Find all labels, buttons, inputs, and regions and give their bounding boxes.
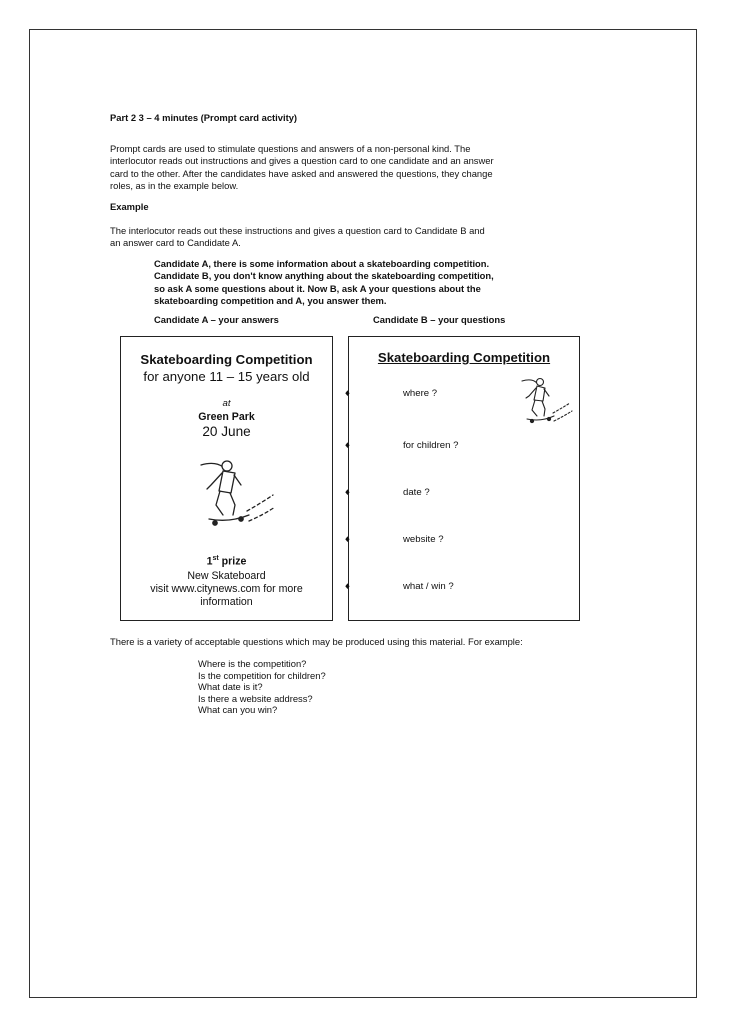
prompt-text: date ? xyxy=(403,487,430,498)
card-a-visit-line2: information xyxy=(200,596,253,608)
example-line: an answer card to Candidate A. xyxy=(110,237,241,249)
example-question: What date is it? xyxy=(198,681,263,693)
prize-number: 1 xyxy=(206,555,213,568)
card-a-subtitle: for anyone 11 – 15 years old xyxy=(143,369,310,384)
card-a-title: Skateboarding Competition xyxy=(140,352,313,367)
diamond-bullet-icon: ♦ xyxy=(345,388,350,399)
example-question: What can you win? xyxy=(198,704,278,716)
instruction-line: skateboarding competition and A, you answer them. xyxy=(154,295,387,307)
prompt-text: what / win ? xyxy=(403,581,454,592)
skateboarder-illustration xyxy=(189,455,279,537)
card-a-place: Green Park xyxy=(198,411,255,423)
answer-card xyxy=(120,336,333,621)
candidate-b-label: Candidate B – your questions xyxy=(373,314,506,325)
card-a-visit-line1: visit www.citynews.com for more xyxy=(150,583,303,595)
question-card xyxy=(348,336,580,621)
skateboarder-illustration-small xyxy=(514,375,574,431)
card-a-date: 20 June xyxy=(202,424,251,439)
diamond-bullet-icon: ♦ xyxy=(345,440,350,451)
prompt-text: where ? xyxy=(403,388,438,399)
example-question: Where is the competition? xyxy=(198,658,307,669)
card-a-prize-item: New Skateboard xyxy=(187,570,266,582)
diamond-bullet-icon: ♦ xyxy=(345,581,350,592)
intro-line: interlocutor reads out instructions and gives a question card to one candidate and an answer xyxy=(110,155,494,167)
interlocutor-instructions xyxy=(154,258,524,308)
prize-suffix: st xyxy=(212,555,219,562)
prize-word: prize xyxy=(218,555,247,568)
example-paragraph xyxy=(110,225,520,250)
example-line: The interlocutor reads out these instructions and gives a question card to Candidate B and xyxy=(110,225,485,236)
instruction-line: so ask A some questions about it. Now B, ask A your questions about the xyxy=(154,282,481,294)
intro-paragraph xyxy=(110,143,520,193)
instruction-line: Candidate B, you don't know anything about the skateboarding competition, xyxy=(154,270,494,282)
intro-line: card to the other. After the candidates have asked and answered the questions, they change xyxy=(110,167,493,179)
card-a-at: at xyxy=(222,398,231,409)
example-heading: Example xyxy=(110,201,149,212)
card-a-prize xyxy=(121,555,332,568)
variety-note: There is a variety of acceptable questions which may be produced using this material. For example: xyxy=(110,636,523,647)
example-question: Is the competition for children? xyxy=(198,669,326,681)
part-heading: Part 2 3 – 4 minutes (Prompt card activity) xyxy=(110,112,298,123)
prompt-text: website ? xyxy=(403,534,444,545)
intro-line: roles, as in the example below. xyxy=(110,180,239,192)
example-questions-list xyxy=(198,658,326,716)
intro-line: Prompt cards are used to stimulate questions and answers of a non-personal kind. The xyxy=(110,143,471,154)
diamond-bullet-icon: ♦ xyxy=(345,534,350,545)
candidate-a-label: Candidate A – your answers xyxy=(154,314,279,325)
example-question: Is there a website address? xyxy=(198,692,313,704)
diamond-bullet-icon: ♦ xyxy=(345,487,350,498)
instruction-line: Candidate A, there is some information about a skateboarding competition. xyxy=(154,258,490,269)
prompt-text: for children ? xyxy=(403,440,459,451)
card-b-title: Skateboarding Competition xyxy=(377,350,551,365)
